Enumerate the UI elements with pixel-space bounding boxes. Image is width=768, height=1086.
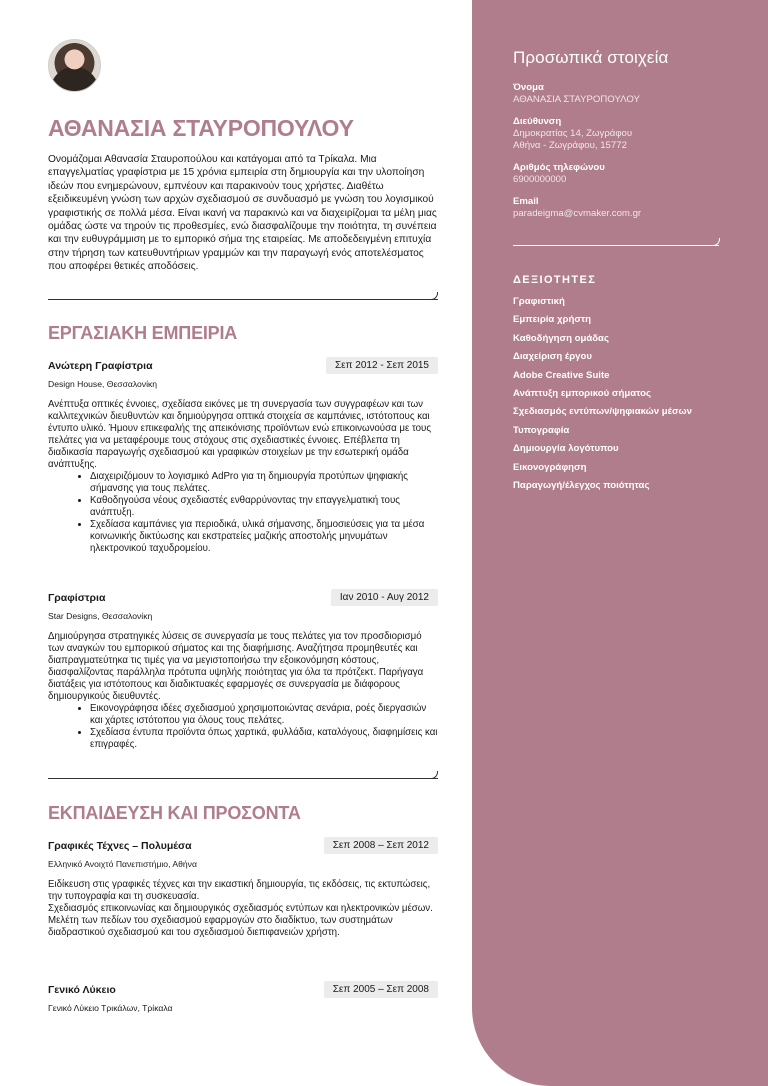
- profile-summary: Ονομάζομαι Αθανασία Σταυροπούλου και κατάγομαι από τα Τρίκαλα. Μια επαγγελματίας γραφίστρια με 15 χρόνια εμπειρία στη δημιουργία και την υλοποίηση ιδεών που ενημερώνουν, εμπνέουν και παρακινούν τους χρήστες. Διαθέτω εξειδικευμένη γνώση των αρχών σχεδιασμού σε συνδυασμό με γνώση του λογισμικού γραφιστικής σε πολλά μέσα. Είναι ικανή να παρακινώ και να διαχειρίζομαι τα μέλη μιας ομάδας ώστε να τηρούν τις προθεσμίες, ενώ διασφαλίζουμε την ποιότητα, τη συνέπεια και την ευθυγράμμιση με το εμπορικό σήμα της εταιρείας. Με αποδεδειγμένη επιτυχία στην τήρηση των κατευθυντήριων γραμμών και την παραγωγή ενός αποτελέσματος που αποφέρει θετικές αποδόσεις.: [48, 154, 437, 273]
- skill-item: Ανάπτυξη εμπορικού σήματος: [513, 387, 651, 399]
- job-description: Δημιούργησα στρατηγικές λύσεις σε συνεργασία με τους πελάτες για τον προσδιορισμό των αναγκών του εμπορικού σήματος και της διαφήμισης. Αναζήτησα προμηθευτές και διαπραγματεύτηκα τις τιμές για να μεγιστοποιήσω την εξοικονόμηση κόστους, διασφαλίζοντας παράλληλα πρότυπα υψηλής ποιότητας για όλα τα πρότζεκτ. Παρήγαγα διατάξεις για ιστότοπους και διαδικτυακές εφαρμογές σε συνεργασία με διάφορους δημιουργικούς διευθυντές.: [48, 631, 424, 702]
- section-divider: [48, 299, 438, 300]
- job-bullets: [48, 703, 438, 751]
- date-badge: Ιαν 2010 - Αυγ 2012: [331, 589, 438, 606]
- employer: Design House, Θεσσαλονίκη: [48, 379, 158, 389]
- list-item: • Σχεδίασα καμπάνιες για περιοδικά, υλικά σήμανσης, δημοσιεύσεις για τα μέσα κοινωνικής δικτύωσης και εκστρατείες μαζικής αποστολής μηνυμάτων ηλεκτρονικού ταχυδρομείου.: [90, 519, 438, 555]
- skill-item: Παραγωγή/έλεγχος ποιότητας: [513, 479, 650, 491]
- skills-heading: ΔΕΞΙΟΤΗΤΕΣ: [513, 274, 597, 286]
- education-entry: [48, 836, 438, 939]
- job-description: Ανέπτυξα οπτικές έννοιες, σχεδίασα εικόνες με τη συνεργασία των συγγραφέων και των καλλιτεχνικών διευθυντών και δημιούργησα οπτικά στοιχεία σε καμπάνιες, ιστότοπους και έντυπο υλικό. Ήμουν επικεφαλής της απεικόνισης προϊόντων ενώ επικοινωνούσα με τους πελάτες για να μεταφέρουμε τους στόχους στις σχεδιαστικές έννοιες. Επέβλεπα τη διαδικασία παραγωγής σχεδιασμού και γραφικών στοιχείων με την εσωτερική ομάδα ανάπτυξης.: [48, 399, 432, 470]
- skill-item: Σχεδιασμός εντύπων/ψηφιακών μέσων: [513, 406, 692, 418]
- personal-info-address: [513, 116, 728, 152]
- list-item: • Σχεδίασα έντυπα προϊόντα όπως χαρτικά, φυλλάδια, καταλόγους, διαφημίσεις και επιγραφές.: [90, 727, 438, 751]
- date-badge: Σεπ 2005 – Σεπ 2008: [324, 981, 438, 998]
- skill-item: Καθοδήγηση ομάδας: [513, 332, 609, 344]
- personal-info-name: [513, 82, 728, 106]
- job-title: Γραφίστρια: [48, 591, 106, 604]
- sidebar-divider: [513, 245, 719, 246]
- candidate-name: ΑΘΑΝΑΣΙΑ ΣΤΑΥΡΟΠΟΥΛΟΥ: [48, 115, 354, 141]
- degree-title: Γενικό Λύκειο: [48, 983, 116, 996]
- personal-info-heading: Προσωπικά στοιχεία: [513, 48, 669, 67]
- institution: Γενικό Λύκειο Τρικάλων, Τρίκαλα: [48, 1003, 173, 1013]
- field-value: Δημοκρατίας 14, Ζωγράφου Αθήνα - Ζωγράφου, 15772: [513, 128, 633, 151]
- section-divider: [48, 778, 438, 779]
- date-badge: Σεπ 2008 – Σεπ 2012: [324, 837, 438, 854]
- sidebar: [472, 0, 768, 1086]
- personal-info-email: [513, 196, 728, 220]
- list-item: • Εικονογράφησα ιδέες σχεδιασμού χρησιμοποιώντας σενάρια, ροές διεργασιών και χάρτες ιστότοπου για όλους τους πελάτες.: [90, 703, 438, 727]
- job-bullets: [48, 471, 438, 555]
- experience-entry: [48, 356, 438, 555]
- skill-item: Adobe Creative Suite: [513, 369, 610, 381]
- list-item: • Διαχειριζόμουν το λογισμικό AdPro για τη δημιουργία προτύπων ψηφιακής σήμανσης για τους πελάτες.: [90, 471, 438, 495]
- education-heading: ΕΚΠΑΙΔΕΥΣΗ ΚΑΙ ΠΡΟΣΟΝΤΑ: [48, 803, 301, 823]
- education-entry: [48, 980, 438, 1013]
- list-item: • Καθοδηγούσα νέους σχεδιαστές ενθαρρύνοντας την επαγγελματική τους ανάπτυξη.: [90, 495, 438, 519]
- skill-item: Δημιουργία λογότυπου: [513, 443, 619, 455]
- field-label: Όνομα: [513, 82, 544, 93]
- date-badge: Σεπ 2012 - Σεπ 2015: [326, 357, 438, 374]
- skill-item: Διαχείριση έργου: [513, 351, 592, 363]
- field-label: Email: [513, 196, 539, 207]
- email-value: paradeigma@cvmaker.com.gr: [513, 208, 642, 219]
- skill-item: Γραφιστική: [513, 296, 565, 307]
- degree-title: Γραφικές Τέχνες – Πολυμέσα: [48, 839, 192, 852]
- field-label: Διεύθυνση: [513, 116, 562, 127]
- education-description: Ειδίκευση στις γραφικές τέχνες και την εικαστική δημιουργία, τις εκδόσεις, τις εκτυπώσεις, την τυπογραφία και τη συσκευασία. Σχεδιασμός επικοινωνίας και δημιουργικός σχεδιασμός εντύπων και ηλεκτρονικών μέσων. Μελέτη των πεδίων του σχεδιασμού εφαρμογών στο διαδίκτυο, των συστημάτων διαδραστικού σχεδιασμού και του σχεδιασμού διεπιφανειών χρήστη.: [48, 879, 433, 938]
- employer: Star Designs, Θεσσαλονίκη: [48, 611, 153, 621]
- experience-heading: ΕΡΓΑΣΙΑΚΗ ΕΜΠΕΙΡΙΑ: [48, 323, 238, 343]
- skill-item: Εμπειρία χρήστη: [513, 314, 592, 326]
- field-label: Αριθμός τηλεφώνου: [513, 162, 605, 173]
- avatar: [48, 39, 101, 92]
- job-title: Ανώτερη Γραφίστρια: [48, 359, 153, 372]
- field-value: ΑΘΑΝΑΣΙΑ ΣΤΑΥΡΟΠΟΥΛΟΥ: [513, 94, 640, 105]
- skill-item: Τυπογραφία: [513, 424, 570, 436]
- experience-entry: [48, 588, 438, 751]
- institution: Ελληνικό Ανοιχτό Πανεπιστήμιο, Αθήνα: [48, 859, 197, 869]
- personal-info-phone: [513, 162, 728, 186]
- skill-item: Εικονογράφηση: [513, 461, 587, 473]
- field-value: 6900000000: [513, 174, 567, 185]
